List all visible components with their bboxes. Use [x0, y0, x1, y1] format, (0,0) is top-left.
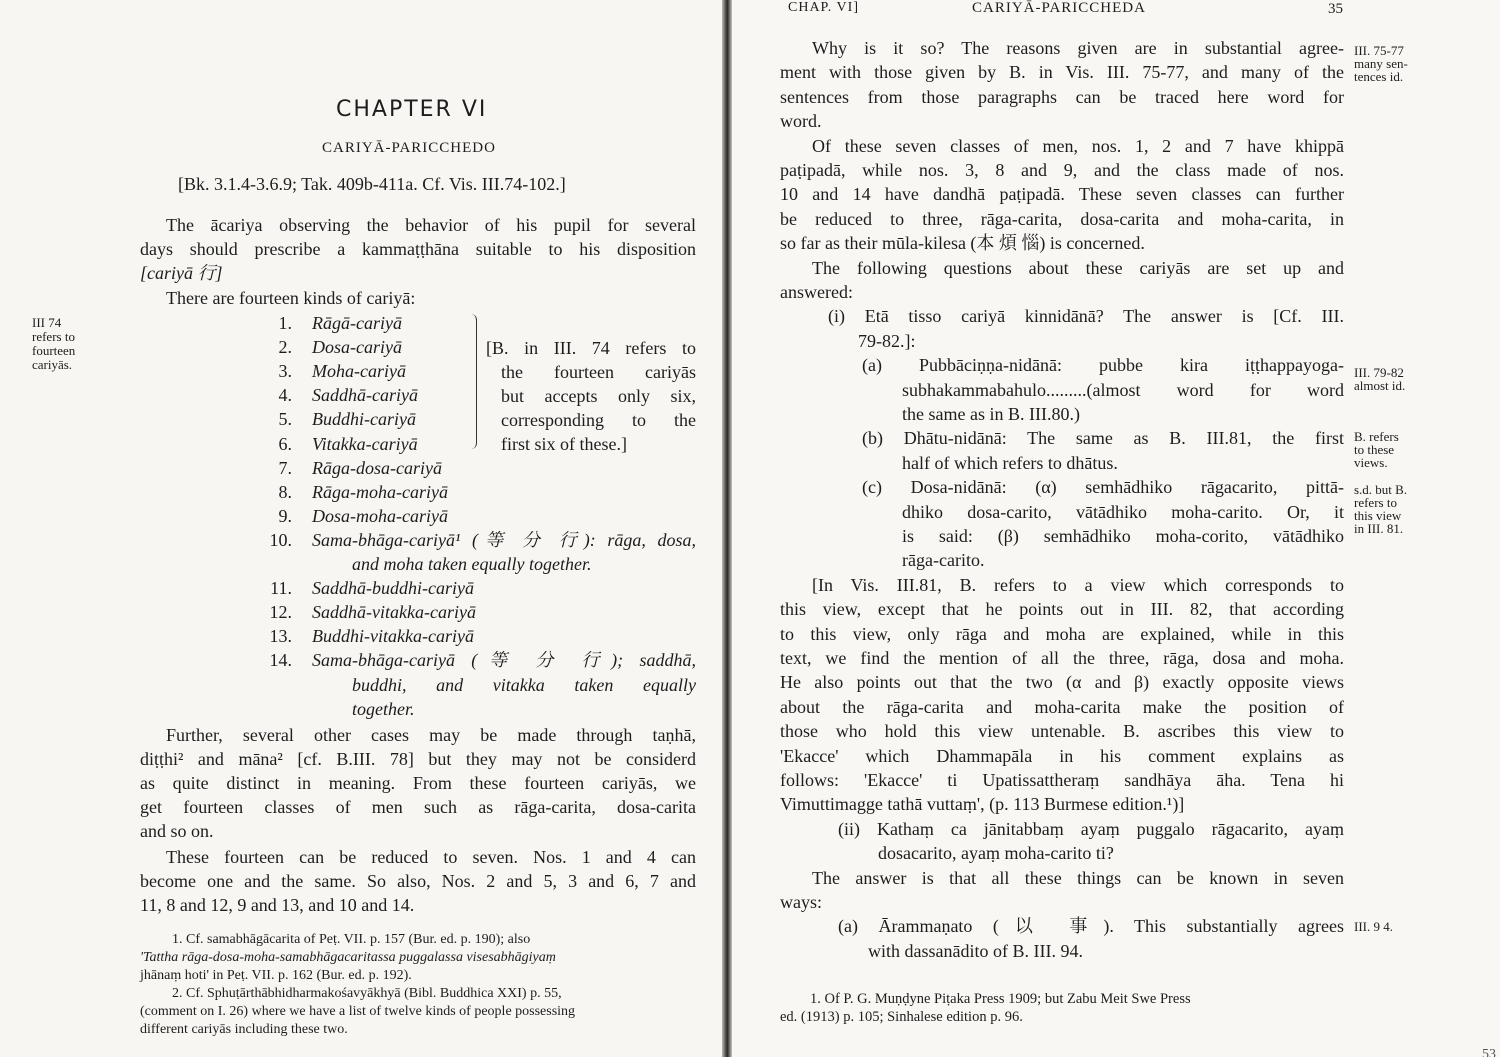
body-line: is said: (β) semhādhiko moha-corito, vātādhiko — [902, 526, 1344, 546]
list-item-text: Saddhā-vitakka-cariyā — [312, 602, 476, 622]
list-item-text: Moha-cariyā — [312, 361, 406, 381]
footnote-line: 1. Of P. G. Muṇḍyne Piṭaka Press 1909; but Zabu Meit Swe Press — [810, 991, 1191, 1007]
list-item-text: Rāgā-cariyā — [312, 313, 402, 333]
bracket-note-line: but accepts only six, — [501, 386, 696, 406]
margin-note-line: views. — [1354, 455, 1388, 470]
margin-note-line: refers to — [1354, 495, 1397, 510]
bracket-note-line: corresponding to the — [501, 410, 696, 430]
list-item-text: Dosa-cariyā — [312, 337, 402, 357]
list-number: 11. — [270, 578, 292, 598]
margin-note-line: B. refers — [1354, 429, 1399, 444]
body-line: ment with those given by B. in Vis. III. 75-77, and many of the — [780, 62, 1344, 82]
list-item-text: Dosa-moha-cariyā — [312, 506, 448, 526]
footnote-line: 2. Cf. Sphuṭārthābhidharmakośavyākhyā (Bibl. Buddhica XXI) p. 55, — [172, 986, 562, 1001]
body-line: (ii) Kathaṃ ca jānitabbaṃ ayaṃ puggalo rāgacarito, ayaṃ — [838, 819, 1344, 839]
list-number: 8. — [278, 482, 292, 502]
chapter-subtitle: CARIYĀ-PARICCHEDO — [322, 140, 496, 156]
body-line: He also points out that the two (α and β) exactly opposite views — [780, 672, 1344, 692]
body-line: rāga-carito. — [902, 550, 985, 570]
margin-note-line: III. 79-82 — [1354, 365, 1404, 380]
footnote-line: 1. Cf. samabhāgācarita of Peṭ. VII. p. 157 (Bur. ed. p. 190); also — [172, 932, 531, 947]
list-number: 12. — [269, 602, 292, 622]
body-line: be reduced to three, rāga-carita, dosa-carita and moha-carita, in — [780, 209, 1344, 229]
margin-note-line: III 74 — [32, 315, 62, 330]
margin-note-line: fourteen — [32, 343, 76, 358]
footnote-line: ed. (1913) p. 105; Sinhalese edition p. 96. — [780, 1009, 1023, 1025]
body-line: paṭipadā, while nos. 3, 8 and 9, and the class made of nos. — [780, 160, 1344, 180]
body-line: Why is it so? The reasons given are in substantial agree- — [812, 38, 1344, 58]
margin-note-line: s.d. but B. — [1354, 482, 1408, 497]
body-line: word. — [780, 111, 822, 131]
footnote-line: (comment on I. 26) where we have a list of twelve kinds of people possessing — [140, 1004, 576, 1019]
chapter-title: CHAPTER VI — [336, 97, 488, 122]
para2-line-1: Further, several other cases may be made through taṇhā, — [166, 725, 696, 745]
body-line: half of which refers to dhātus. — [902, 453, 1118, 473]
margin-note-line: tences id. — [1354, 69, 1404, 84]
list-item-text: together. — [352, 699, 415, 719]
body-line: 'Ekacce' which Dhammapāla in his comment explains as — [780, 746, 1344, 766]
body-line: answered: — [780, 282, 853, 302]
body-line: so far as their mūla-kilesa (本 煩 惱) is concerned. — [780, 233, 1145, 253]
body-line: Vimuttimagge tathā vuttaṃ', (p. 113 Burmese edition.¹)] — [780, 794, 1185, 814]
corner-mark: 53 — [1482, 1047, 1496, 1057]
body-line: subhakammabahulo.........(almost word for word — [902, 380, 1344, 400]
para2-line-4: get fourteen classes of men such as rāga-carita, dosa-carita — [140, 797, 696, 817]
body-line: dhiko dosa-carito, vātādhiko moha-carito. Or, it — [902, 502, 1344, 522]
para3-line-2: become one and the same. So also, Nos. 2 and 5, 3 and 6, 7 and — [140, 871, 696, 891]
body-line: Of these seven classes of men, nos. 1, 2 and 7 have khippā — [812, 136, 1344, 156]
body-line: [In Vis. III.81, B. refers to a view which corresponds to — [812, 575, 1344, 595]
list-item-text: Sama-bhāga-cariyā¹ (等 分 行): rāga, dosa, — [312, 530, 696, 550]
body-line: (c) Dosa-nidānā: (α) semhādhiko rāgacarito, pittā- — [862, 477, 1344, 497]
running-head-chapter: CHAP. VI] — [788, 0, 859, 15]
body-line: text, we find the mention of all the three, rāga, dosa and moha. — [780, 648, 1344, 668]
margin-note-line: cariyās. — [32, 357, 73, 372]
left-page — [0, 0, 722, 1057]
bracket-note-line: first six of these.] — [501, 434, 627, 454]
list-number: 4. — [278, 385, 292, 405]
footnote-line: 'Tattha rāga-dosa-moha-samabhāgacaritassa puggalassa visesabhāgiyaṃ — [140, 950, 556, 965]
body-line: the same as in B. III.80.) — [902, 404, 1080, 424]
body-line: to this view, only rāga and moha are explained, while in this — [780, 624, 1344, 644]
book-reference: [Bk. 3.1.4-3.6.9; Tak. 409b-411a. Cf. Vis. III.74-102.] — [178, 174, 566, 194]
body-line: 79-82.]: — [858, 331, 916, 351]
margin-note-line: refers to — [32, 329, 75, 344]
margin-note-line: III. 9 4. — [1354, 919, 1393, 934]
para3-line-1: These fourteen can be reduced to seven. Nos. 1 and 4 can — [166, 847, 696, 867]
para2-line-2: diṭṭhi² and māna² [cf. B.III. 78] but they may not be considerd — [140, 749, 696, 769]
margin-note-line: III. 75-77 — [1354, 43, 1404, 58]
list-number: 6. — [278, 434, 292, 454]
body-line: (i) Etā tisso cariyā kinnidānā? The answer is [Cf. III. — [828, 306, 1344, 326]
body-line: those who hold this view untenable. B. ascribes this view to — [780, 721, 1344, 741]
list-intro: There are fourteen kinds of cariyā: — [166, 288, 416, 308]
list-item-text: Rāga-moha-cariyā — [312, 482, 448, 502]
list-item-text: Vitakka-cariyā — [312, 434, 418, 454]
body-line: (b) Dhātu-nidānā: The same as B. III.81, the first — [862, 428, 1344, 448]
para2-line-5: and so on. — [140, 821, 214, 841]
right-page — [732, 0, 1500, 1057]
list-number: 13. — [269, 626, 292, 646]
body-line: sentences from those paragraphs can be traced here word for — [780, 87, 1344, 107]
list-item-text: Sama-bhāga-cariyā (等 分 行); saddhā, — [312, 650, 696, 670]
book-gutter — [722, 0, 732, 1057]
margin-note-line: almost id. — [1354, 378, 1406, 393]
margin-note-line: many sen- — [1354, 56, 1408, 71]
list-number: 5. — [278, 409, 292, 429]
body-line: The answer is that all these things can be known in seven — [812, 868, 1344, 888]
list-item-text: Buddhi-vitakka-cariyā — [312, 626, 474, 646]
list-number: 10. — [269, 530, 292, 550]
margin-note-line: to these — [1354, 442, 1395, 457]
list-item-text: and moha taken equally together. — [352, 554, 592, 574]
body-line: (a) Ārammaṇato (以 事). This substantially agrees — [838, 916, 1344, 936]
margin-note-line: this view — [1354, 508, 1402, 523]
body-line: The following questions about these cariyās are set up and — [812, 258, 1344, 278]
body-line: this view, except that he points out in III. 82, that according — [780, 599, 1344, 619]
para2-line-3: as quite distinct in meaning. From these fourteen cariyās, we — [140, 773, 696, 793]
bracket-brace — [468, 314, 477, 449]
page-number: 35 — [1328, 1, 1343, 17]
list-number: 3. — [278, 361, 292, 381]
running-head-title: CARIYĀ-PARICCHEDA — [972, 0, 1146, 16]
list-number: 14. — [269, 650, 292, 670]
body-line: with dassanādito of B. III. 94. — [868, 941, 1083, 961]
bracket-note-line: the fourteen cariyās — [501, 362, 696, 382]
footnote-line: jhānaṃ hoti' in Peṭ. VII. p. 162 (Bur. ed. p. 192). — [140, 968, 412, 983]
list-item-text: buddhi, and vitakka taken equally — [352, 675, 696, 695]
list-number: 1. — [278, 313, 292, 333]
body-line: ways: — [780, 892, 822, 912]
bracket-note-line: [B. in III. 74 refers to — [486, 338, 696, 358]
list-number: 7. — [278, 458, 292, 478]
para1-line-1: The ācariya observing the behavior of his pupil for several — [166, 215, 696, 235]
list-number: 2. — [278, 337, 292, 357]
body-line: dosacarito, ayaṃ moha-carito ti? — [878, 843, 1114, 863]
footnote-line: different cariyās including these two. — [140, 1022, 348, 1037]
para3-line-3: 11, 8 and 12, 9 and 13, and 10 and 14. — [140, 895, 415, 915]
body-line: (a) Pubbāciṇṇa-nidānā: pubbe kira iṭṭhappayoga- — [862, 355, 1344, 375]
list-number: 9. — [278, 506, 292, 526]
list-item-text: Saddhā-cariyā — [312, 385, 418, 405]
list-item-text: Rāga-dosa-cariyā — [312, 458, 442, 478]
list-item-text: Saddhā-buddhi-cariyā — [312, 578, 474, 598]
margin-note-line: in III. 81. — [1354, 521, 1404, 536]
para1-line-2: days should prescribe a kammaṭṭhāna suitable to his disposition — [140, 239, 696, 259]
list-item-text: Buddhi-cariyā — [312, 409, 416, 429]
para1-line-3: [cariyā 行] — [140, 263, 223, 283]
body-line: follows: 'Ekacce' ti Upatissattheraṃ sandhāya āha. Tena hi — [780, 770, 1344, 790]
body-line: 10 and 14 have dandhā paṭipadā. These seven classes can further — [780, 184, 1344, 204]
body-line: about the rāga-carita and moha-carita make the position of — [780, 697, 1344, 717]
